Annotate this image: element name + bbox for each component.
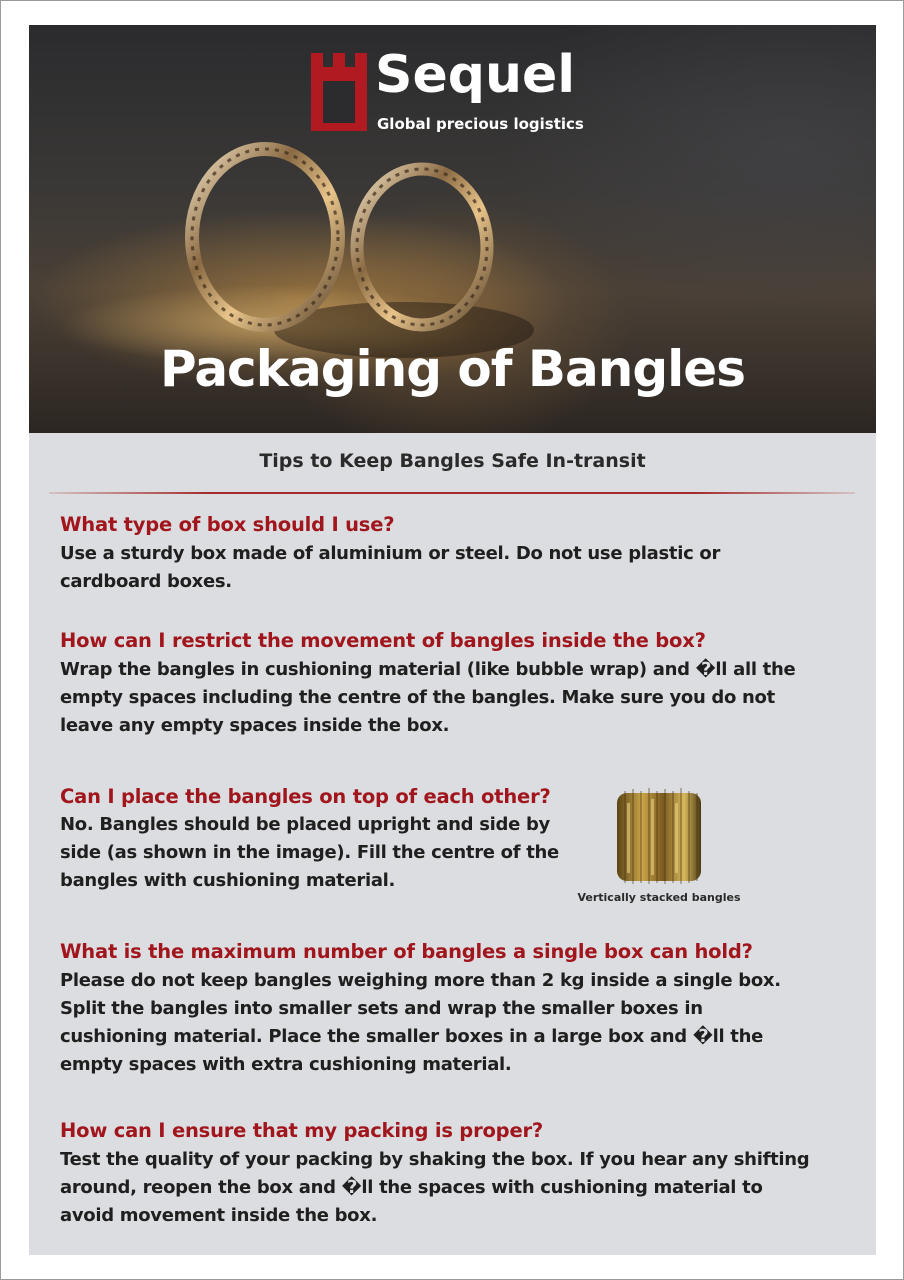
answer-text bbox=[60, 1146, 809, 1230]
question-heading: Can I place the bangles on top of each other? bbox=[60, 785, 551, 808]
answer-line: Wrap the bangles in cushioning material (like bubble wrap) and �ll all the bbox=[60, 659, 796, 680]
answer-line: leave any empty spaces inside the box. bbox=[60, 715, 450, 736]
hero-banner bbox=[29, 25, 876, 433]
answer-line: Use a sturdy box made of aluminium or steel. Do not use plastic or bbox=[60, 543, 721, 564]
answer-line: cardboard boxes. bbox=[60, 571, 232, 592]
answer-text bbox=[60, 656, 795, 740]
question-heading: How can I restrict the movement of bangles inside the box? bbox=[60, 629, 706, 652]
question-heading: How can I ensure that my packing is proper? bbox=[60, 1119, 543, 1142]
image-caption: Vertically stacked bangles bbox=[577, 891, 741, 904]
answer-line: No. Bangles should be placed upright and side by bbox=[60, 814, 550, 835]
divider bbox=[49, 492, 855, 494]
answer-line: Split the bangles into smaller sets and wrap the smaller boxes in bbox=[60, 998, 703, 1019]
castle-tower-icon bbox=[311, 53, 367, 131]
answer-line: Test the quality of your packing by shaking the box. If you hear any shifting bbox=[60, 1149, 810, 1170]
answer-text bbox=[60, 967, 781, 1079]
question-heading: What type of box should I use? bbox=[60, 513, 395, 536]
answer-line: Please do not keep bangles weighing more than 2 kg inside a single box. bbox=[60, 970, 781, 991]
answer-line: around, reopen the box and �ll the spaces with cushioning material to bbox=[60, 1177, 763, 1198]
answer-line: cushioning material. Place the smaller boxes in a large box and �ll the bbox=[60, 1026, 764, 1047]
page-subtitle: Tips to Keep Bangles Safe In-transit bbox=[259, 450, 646, 472]
answer-line: bangles with cushioning material. bbox=[60, 870, 396, 891]
sequel-logo bbox=[311, 45, 611, 133]
answer-line: avoid movement inside the box. bbox=[60, 1205, 378, 1226]
page-title: Packaging of Bangles bbox=[160, 340, 745, 398]
flyer bbox=[29, 25, 876, 1255]
stacked-bangles-image bbox=[613, 783, 705, 887]
brand-tagline: Global precious logistics bbox=[377, 115, 584, 133]
brand-name: Sequel bbox=[375, 45, 576, 105]
answer-line: side (as shown in the image). Fill the centre of the bbox=[60, 842, 559, 863]
answer-text bbox=[60, 540, 720, 596]
answer-line: empty spaces with extra cushioning material. bbox=[60, 1054, 512, 1075]
answer-text bbox=[60, 811, 559, 895]
answer-line: empty spaces including the centre of the bangles. Make sure you do not bbox=[60, 687, 775, 708]
question-heading: What is the maximum number of bangles a single box can hold? bbox=[60, 940, 753, 963]
